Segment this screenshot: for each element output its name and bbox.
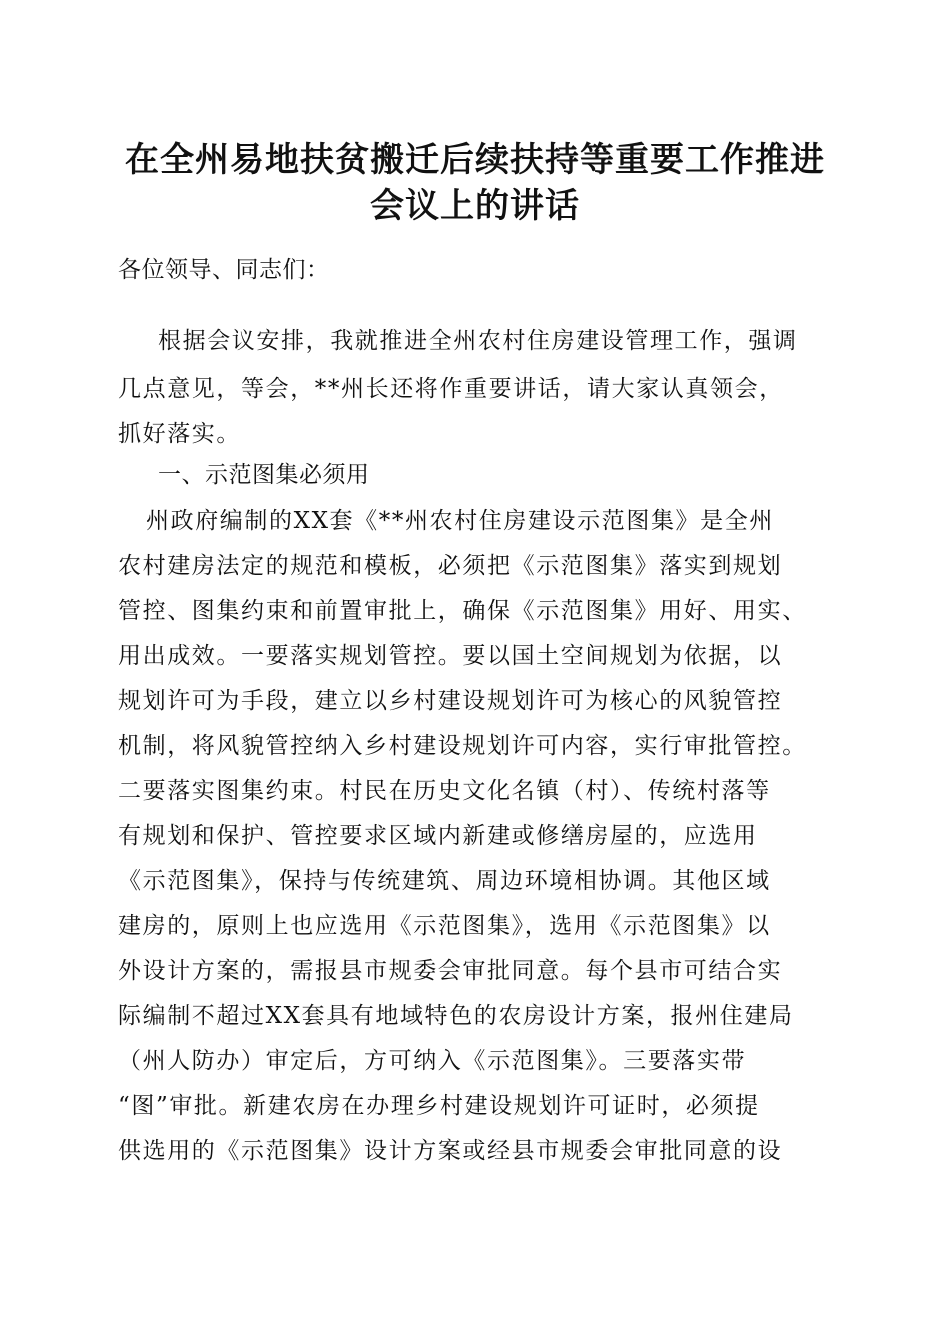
document-title-line-1: 在全州易地扶贫搬迁后续扶持等重要工作推进 <box>125 140 825 180</box>
section-1-heading: 一、示范图集必须用 <box>158 462 370 488</box>
document-title-line-2: 会议上的讲话 <box>370 186 580 226</box>
section-1-line-6: 机制，将风貌管控纳入乡村建设规划许可内容，实行审批管控。 <box>118 733 807 759</box>
section-1-line-14: “图”审批。新建农房在办理乡村建设规划许可证时，必须提 <box>118 1093 760 1119</box>
section-1-line-7: 二要落实图集约束。村民在历史文化名镇（村）、传统村落等 <box>118 778 771 804</box>
section-1-line-15: 供选用的《示范图集》设计方案或经县市规委会审批同意的设 <box>118 1138 783 1164</box>
section-1-line-4: 用出成效。一要落实规划管控。要以国土空间规划为依据，以 <box>118 643 783 669</box>
intro-line-1: 根据会议安排，我就推进全州农村住房建设管理工作，强调 <box>158 328 798 354</box>
intro-line-2: 几点意见，等会，**州长还将作重要讲话，请大家认真领会， <box>118 376 784 402</box>
salutation: 各位领导、同志们： <box>118 257 330 283</box>
section-1-line-12: 际编制不超过XX套具有地域特色的农房设计方案，报州住建局 <box>118 1003 794 1029</box>
section-1-line-3: 管控、图集约束和前置审批上，确保《示范图集》用好、用实、 <box>118 598 807 624</box>
section-1-line-2: 农村建房法定的规范和模板，必须把《示范图集》落实到规划 <box>118 553 783 579</box>
section-1-line-8: 有规划和保护、管控要求区域内新建或修缮房屋的，应选用 <box>118 823 758 849</box>
section-1-line-9: 《示范图集》，保持与传统建筑、周边环境相协调。其他区域 <box>118 868 771 894</box>
intro-line-3: 抓好落实。 <box>118 421 241 447</box>
section-1-line-11: 外设计方案的，需报县市规委会审批同意。每个县市可结合实 <box>118 958 783 984</box>
section-1-line-1: 州政府编制的XX套《**州农村住房建设示范图集》是全州 <box>146 508 774 534</box>
section-1-line-10: 建房的，原则上也应选用《示范图集》，选用《示范图集》以 <box>118 913 771 939</box>
section-1-line-5: 规划许可为手段，建立以乡村建设规划许可为核心的风貌管控 <box>118 688 783 714</box>
section-1-line-13: （州人防办）审定后，方可纳入《示范图集》。三要落实带 <box>118 1048 747 1074</box>
